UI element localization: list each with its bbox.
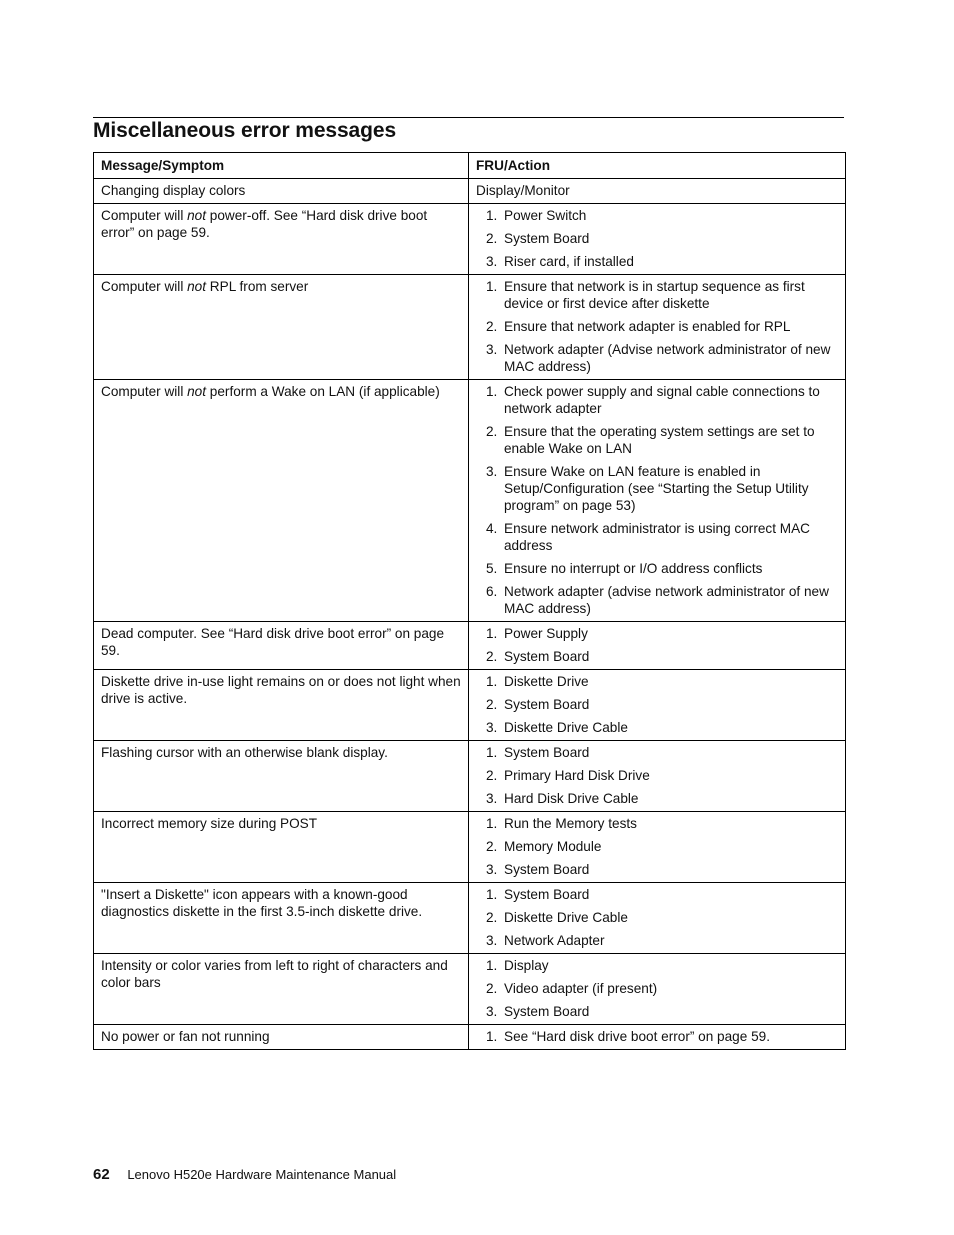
list-item-number: 3. — [486, 933, 498, 948]
list-item-number: 3. — [486, 342, 498, 357]
fru-action-cell — [469, 275, 846, 380]
list-item — [476, 957, 838, 974]
table-row — [94, 275, 846, 380]
symptom-cell — [94, 204, 469, 275]
list-item-number: 2. — [486, 697, 498, 712]
symptom-cell — [94, 812, 469, 883]
list-item — [476, 790, 838, 807]
list-item-text: Power Switch — [504, 208, 587, 223]
list-item — [476, 648, 838, 665]
list-item-number: 1. — [486, 1029, 498, 1044]
symptom-cell — [94, 380, 469, 622]
symptom-text: Dead computer. See “Hard disk drive boot error” on page 59. — [101, 626, 445, 658]
symptom-cell — [94, 622, 469, 670]
list-item-number: 2. — [486, 319, 498, 334]
list-item-number: 1. — [486, 208, 498, 223]
table-row — [94, 741, 846, 812]
list-item-text: Primary Hard Disk Drive — [504, 768, 650, 783]
list-item-number: 3. — [486, 254, 498, 269]
list-item — [476, 1003, 838, 1020]
symptom-cell — [94, 670, 469, 741]
list-item — [476, 932, 838, 949]
table-row — [94, 204, 846, 275]
list-item-text: Diskette Drive Cable — [504, 910, 628, 925]
list-item-text: System Board — [504, 649, 590, 664]
list-item-number: 1. — [486, 887, 498, 902]
symptom-emphasis: not — [187, 279, 207, 294]
list-item — [476, 253, 838, 270]
list-item — [476, 463, 838, 514]
list-item-text: Riser card, if installed — [504, 254, 634, 269]
page-number: 62 — [93, 1166, 110, 1183]
list-item-text: Ensure Wake on LAN feature is enabled in Setup/Configuration (see “Starting the Setup Utility program” on page 53) — [504, 464, 809, 513]
list-item — [476, 318, 838, 335]
fru-action-cell — [469, 179, 846, 204]
list-item — [476, 423, 838, 457]
symptom-text: Intensity or color varies from left to right of characters and color bars — [101, 958, 448, 990]
symptom-emphasis: not — [187, 384, 207, 399]
fru-action-cell — [469, 1025, 846, 1050]
symptom-text: Changing display colors — [101, 183, 246, 198]
list-item-text: Display — [504, 958, 549, 973]
list-item-number: 3. — [486, 1004, 498, 1019]
list-item-text: Memory Module — [504, 839, 602, 854]
list-item-text: Ensure that the operating system settings are set to enable Wake on LAN — [504, 424, 815, 456]
list-item-number: 1. — [486, 816, 498, 831]
list-item — [476, 744, 838, 761]
fru-action-cell — [469, 883, 846, 954]
table-body — [94, 179, 846, 1050]
list-item — [476, 673, 838, 690]
list-item — [476, 719, 838, 736]
symptom-cell — [94, 741, 469, 812]
table-row — [94, 954, 846, 1025]
symptom-emphasis: not — [187, 208, 207, 223]
list-item-text: Network adapter (Advise network administrator of new MAC address) — [504, 342, 831, 374]
list-item — [476, 207, 838, 224]
action-list — [476, 625, 838, 665]
fru-action-cell — [469, 812, 846, 883]
list-item-number: 1. — [486, 384, 498, 399]
symptom-cell — [94, 1025, 469, 1050]
action-list — [476, 815, 838, 878]
list-item-number: 2. — [486, 768, 498, 783]
list-item-text: Ensure that network adapter is enabled for RPL — [504, 319, 791, 334]
list-item — [476, 230, 838, 247]
error-messages-table — [93, 152, 846, 1050]
list-item — [476, 767, 838, 784]
symptom-text: Computer will — [101, 279, 188, 294]
header-message-symptom: Message/Symptom — [94, 153, 469, 179]
list-item — [476, 583, 838, 617]
action-list — [476, 207, 838, 270]
list-item — [476, 909, 838, 926]
list-item-number: 4. — [486, 521, 498, 536]
symptom-cell — [94, 179, 469, 204]
list-item-text: System Board — [504, 231, 590, 246]
list-item-number: 3. — [486, 862, 498, 877]
table-row — [94, 380, 846, 622]
table-row — [94, 622, 846, 670]
manual-title: Lenovo H520e Hardware Maintenance Manual — [127, 1167, 397, 1182]
header-fru-action: FRU/Action — [469, 153, 846, 179]
list-item — [476, 1028, 838, 1045]
list-item-text: Network Adapter — [504, 933, 605, 948]
list-item-text: Run the Memory tests — [504, 816, 637, 831]
list-item-text: Ensure that network is in startup sequence as first device or first device after diskette — [504, 279, 805, 311]
action-list — [476, 744, 838, 807]
fru-action-cell — [469, 380, 846, 622]
action-list — [476, 278, 838, 375]
fru-action-cell — [469, 622, 846, 670]
list-item — [476, 625, 838, 642]
list-item-number: 1. — [486, 626, 498, 641]
list-item-text: System Board — [504, 745, 590, 760]
symptom-text: Incorrect memory size during POST — [101, 816, 318, 831]
list-item-number: 3. — [486, 720, 498, 735]
fru-action-text: Display/Monitor — [476, 183, 570, 198]
list-item — [476, 838, 838, 855]
fru-action-cell — [469, 741, 846, 812]
list-item — [476, 560, 838, 577]
list-item-number: 1. — [486, 674, 498, 689]
list-item-number: 2. — [486, 424, 498, 439]
symptom-text: RPL from server — [206, 279, 309, 294]
list-item — [476, 886, 838, 903]
list-item-text: Ensure network administrator is using correct MAC address — [504, 521, 810, 553]
action-list — [476, 1028, 838, 1045]
symptom-text: No power or fan not running — [101, 1029, 270, 1044]
list-item-text: Diskette Drive — [504, 674, 589, 689]
table-row — [94, 179, 846, 204]
list-item — [476, 980, 838, 997]
list-item — [476, 815, 838, 832]
list-item — [476, 383, 838, 417]
fru-action-cell — [469, 954, 846, 1025]
action-list — [476, 673, 838, 736]
list-item-text: Diskette Drive Cable — [504, 720, 628, 735]
list-item-number: 2. — [486, 231, 498, 246]
list-item-text: Video adapter (if present) — [504, 981, 658, 996]
section-title: Miscellaneous error messages — [93, 119, 397, 142]
list-item-number: 3. — [486, 464, 498, 479]
table-row — [94, 812, 846, 883]
list-item-number: 6. — [486, 584, 498, 599]
list-item-text: Hard Disk Drive Cable — [504, 791, 639, 806]
symptom-text: Computer will — [101, 384, 188, 399]
list-item-number: 2. — [486, 839, 498, 854]
fru-action-cell — [469, 670, 846, 741]
list-item-text: Network adapter (advise network administrator of new MAC address) — [504, 584, 829, 616]
list-item — [476, 696, 838, 713]
action-list — [476, 383, 838, 617]
table-row — [94, 1025, 846, 1050]
list-item-number: 5. — [486, 561, 498, 576]
list-item — [476, 520, 838, 554]
list-item-text: See “Hard disk drive boot error” on page 59. — [504, 1029, 770, 1044]
list-item-text: Ensure no interrupt or I/O address conflicts — [504, 561, 763, 576]
list-item — [476, 278, 838, 312]
list-item-text: System Board — [504, 1004, 590, 1019]
symptom-cell — [94, 954, 469, 1025]
section-rule — [93, 117, 844, 118]
list-item — [476, 861, 838, 878]
symptom-text: Diskette drive in-use light remains on or does not light when drive is active. — [101, 674, 461, 706]
table-row — [94, 883, 846, 954]
list-item-number: 2. — [486, 649, 498, 664]
page-footer — [93, 1166, 396, 1183]
list-item — [476, 341, 838, 375]
symptom-text: "Insert a Diskette" icon appears with a known-good diagnostics diskette in the first 3.5-inch diskette drive. — [101, 887, 423, 919]
action-list — [476, 886, 838, 949]
action-list — [476, 957, 838, 1020]
symptom-text: Computer will — [101, 208, 188, 223]
symptom-text: perform a Wake on LAN (if applicable) — [206, 384, 440, 399]
table-header-row — [94, 153, 846, 179]
symptom-text: Flashing cursor with an otherwise blank display. — [101, 745, 388, 760]
symptom-text: power-off. See “Hard disk drive boot error” on page 59. — [101, 208, 428, 240]
symptom-cell — [94, 883, 469, 954]
list-item-number: 3. — [486, 791, 498, 806]
symptom-cell — [94, 275, 469, 380]
list-item-number: 1. — [486, 745, 498, 760]
list-item-number: 2. — [486, 981, 498, 996]
list-item-number: 2. — [486, 910, 498, 925]
list-item-text: Power Supply — [504, 626, 588, 641]
list-item-text: System Board — [504, 697, 590, 712]
list-item-text: System Board — [504, 862, 590, 877]
table-row — [94, 670, 846, 741]
list-item-number: 1. — [486, 279, 498, 294]
list-item-text: System Board — [504, 887, 590, 902]
list-item-text: Check power supply and signal cable connections to network adapter — [504, 384, 820, 416]
fru-action-cell — [469, 204, 846, 275]
list-item-number: 1. — [486, 958, 498, 973]
